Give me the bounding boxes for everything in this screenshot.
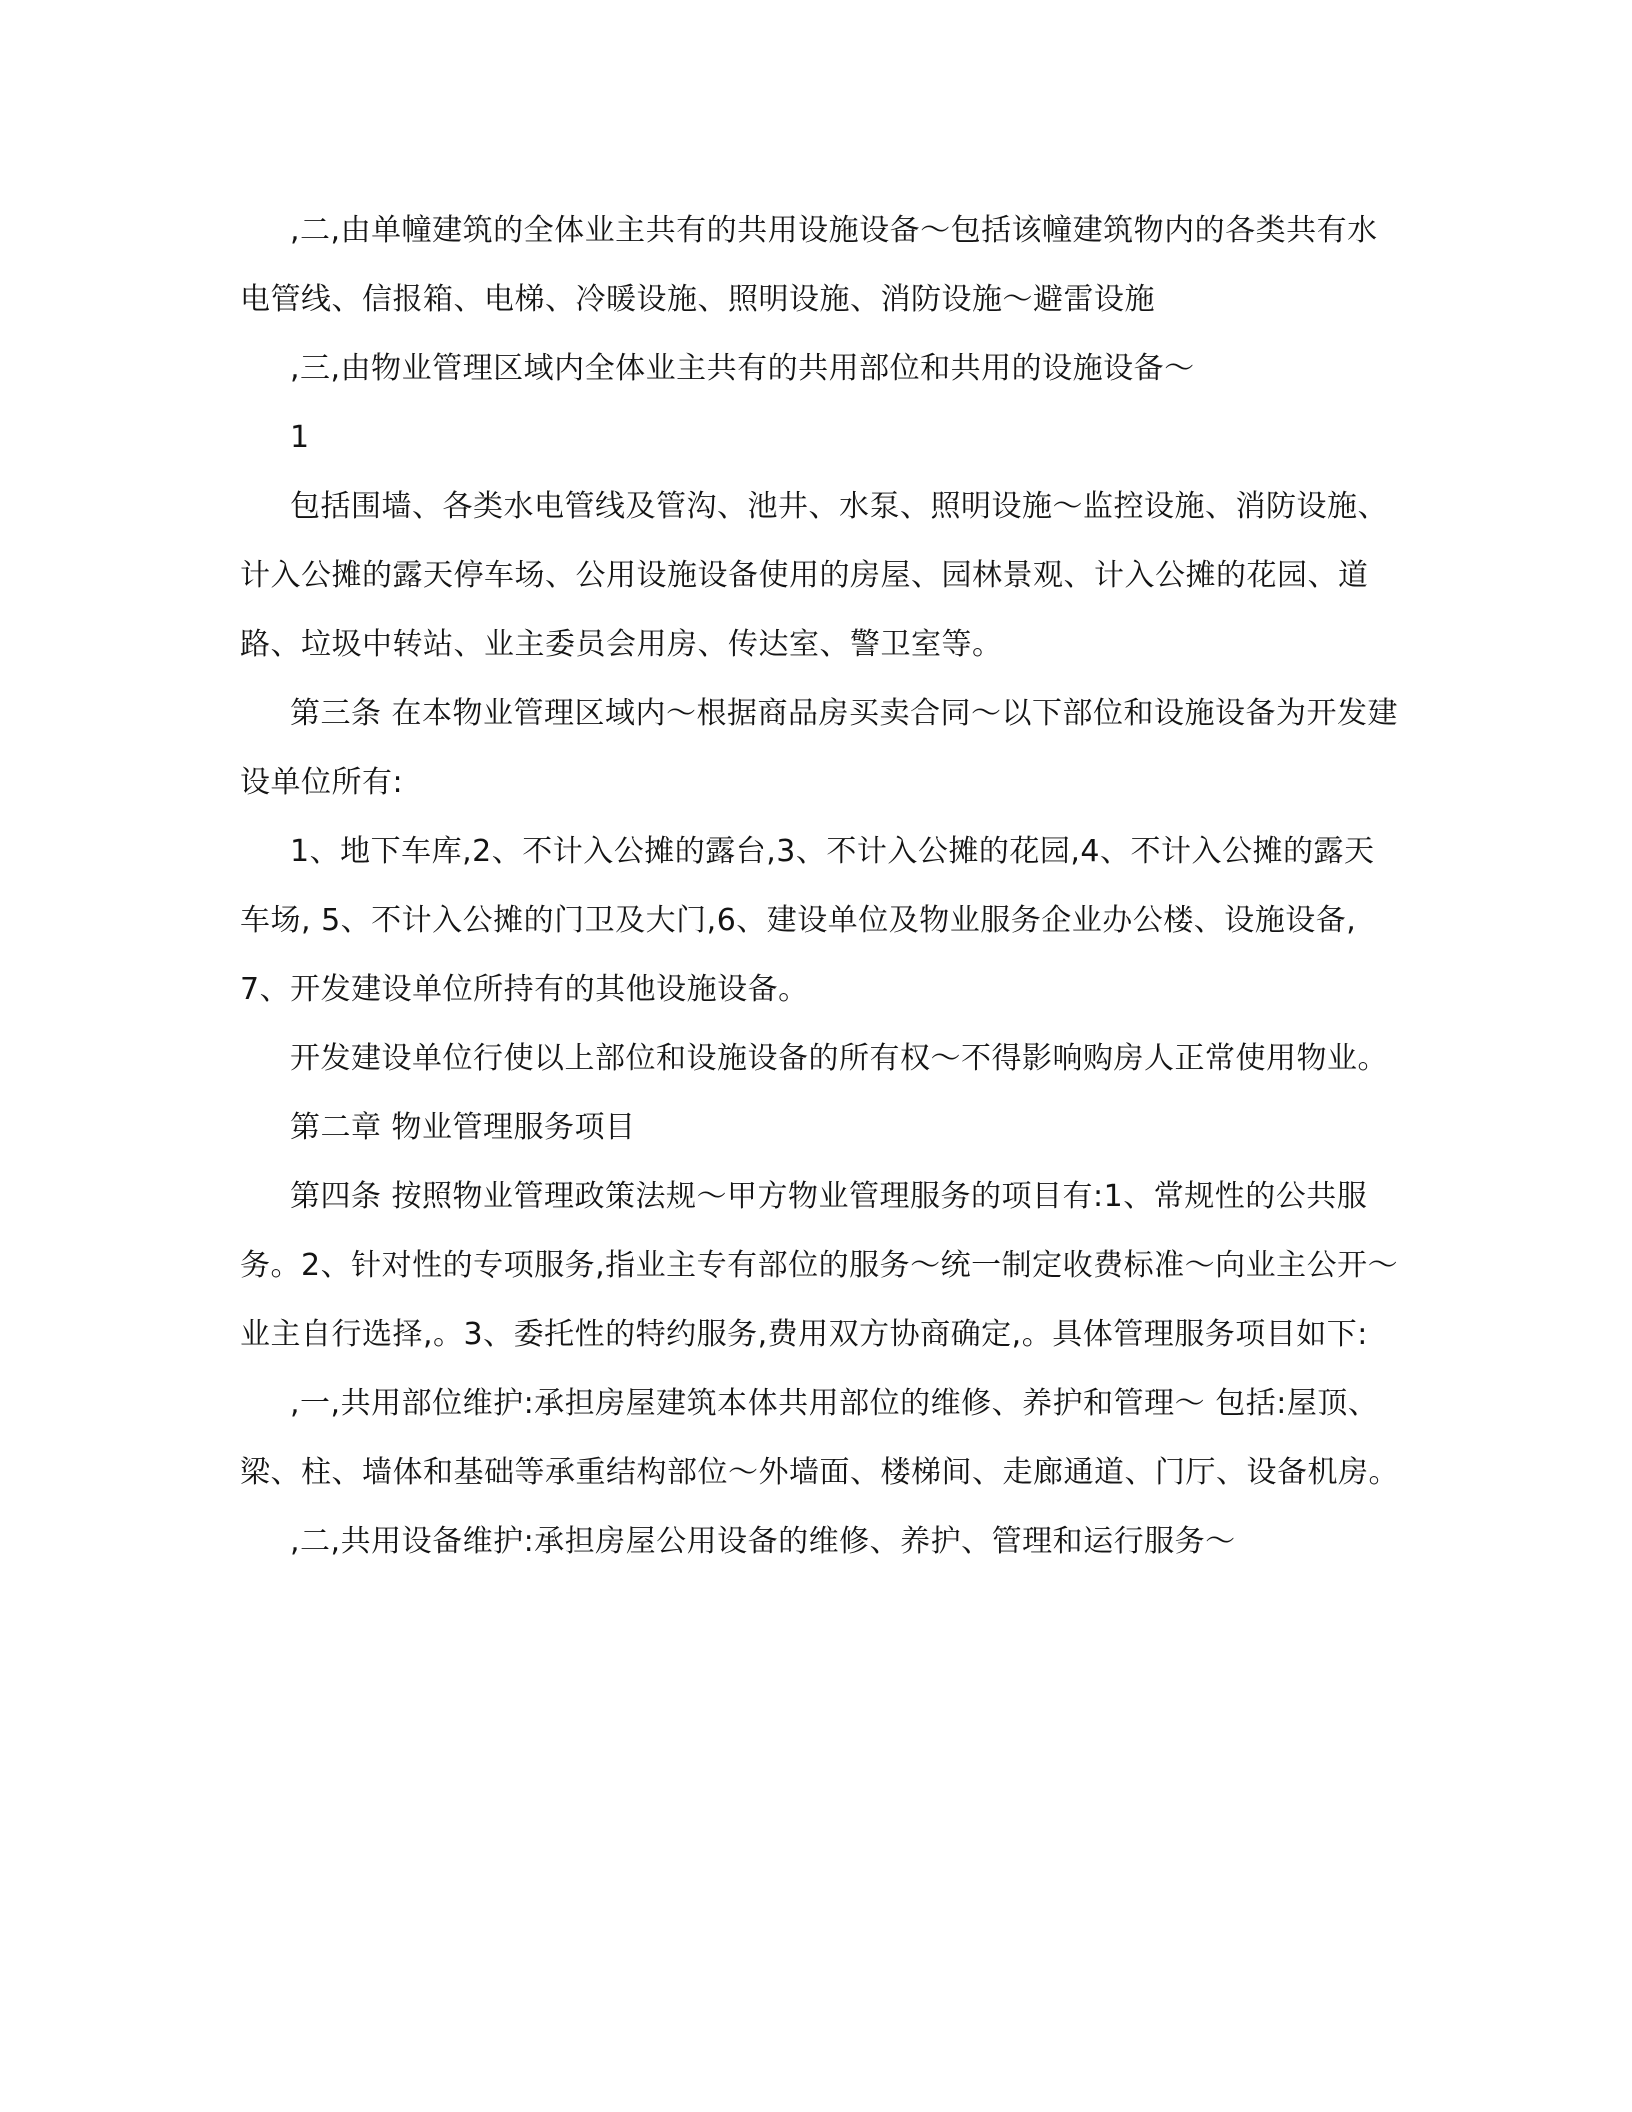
paragraph-shared-facilities-building: ,二,由单幢建筑的全体业主共有的共用设施设备～包括该幢建筑物内的各类共有水电管线、信报箱、电梯、冷暖设施、照明设施、消防设施～避雷设施 bbox=[240, 213, 1378, 317]
paragraph-shared-facilities-area: ,三,由物业管理区域内全体业主共有的共用部位和共用的设施设备～ bbox=[290, 351, 1195, 386]
paragraph-developer-items: 1、地下车库,2、不计入公摊的露台,3、不计入公摊的花园,4、不计入公摊的露天车场, 5、不计入公摊的门卫及大门,6、建设单位及物业服务企业办公楼、设施设备,7、开发建设单位所持有的其他设施设备。 bbox=[240, 834, 1375, 1007]
paragraph-facilities-list: 包括围墙、各类水电管线及管沟、池井、水泵、照明设施～监控设施、消防设施、计入公摊的露天停车场、公用设施设备使用的房屋、园林景观、计入公摊的花园、道路、垃圾中转站、业主委员会用房、传达室、警卫室等。 bbox=[240, 489, 1388, 662]
paragraph-article-4: 第四条 按照物业管理政策法规～甲方物业管理服务的项目有:1、常规性的公共服务。2、针对性的专项服务,指业主专有部位的服务～统一制定收费标准～向业主公开～业主自行选择,。3、委托性的特约服务,费用双方协商确定,。具体管理服务项目如下: bbox=[240, 1179, 1399, 1352]
chapter-heading: 第二章 物业管理服务项目 bbox=[290, 1110, 636, 1145]
page-number: 1 bbox=[290, 420, 310, 455]
paragraph-developer-rights: 开发建设单位行使以上部位和设施设备的所有权～不得影响购房人正常使用物业。 bbox=[290, 1041, 1388, 1076]
paragraph-shared-parts-maintenance: ,一,共用部位维护:承担房屋建筑本体共用部位的维修、养护和管理～ 包括:屋顶、梁、柱、墙体和基础等承重结构部位～外墙面、楼梯间、走廊通道、门厅、设备机房。 bbox=[240, 1386, 1399, 1490]
paragraph-article-3: 第三条 在本物业管理区域内～根据商品房买卖合同～以下部位和设施设备为开发建设单位所有: bbox=[240, 696, 1399, 800]
document-body bbox=[240, 196, 1400, 1576]
paragraph-shared-equipment-maintenance: ,二,共用设备维护:承担房屋公用设备的维修、养护、管理和运行服务～ bbox=[290, 1524, 1236, 1559]
